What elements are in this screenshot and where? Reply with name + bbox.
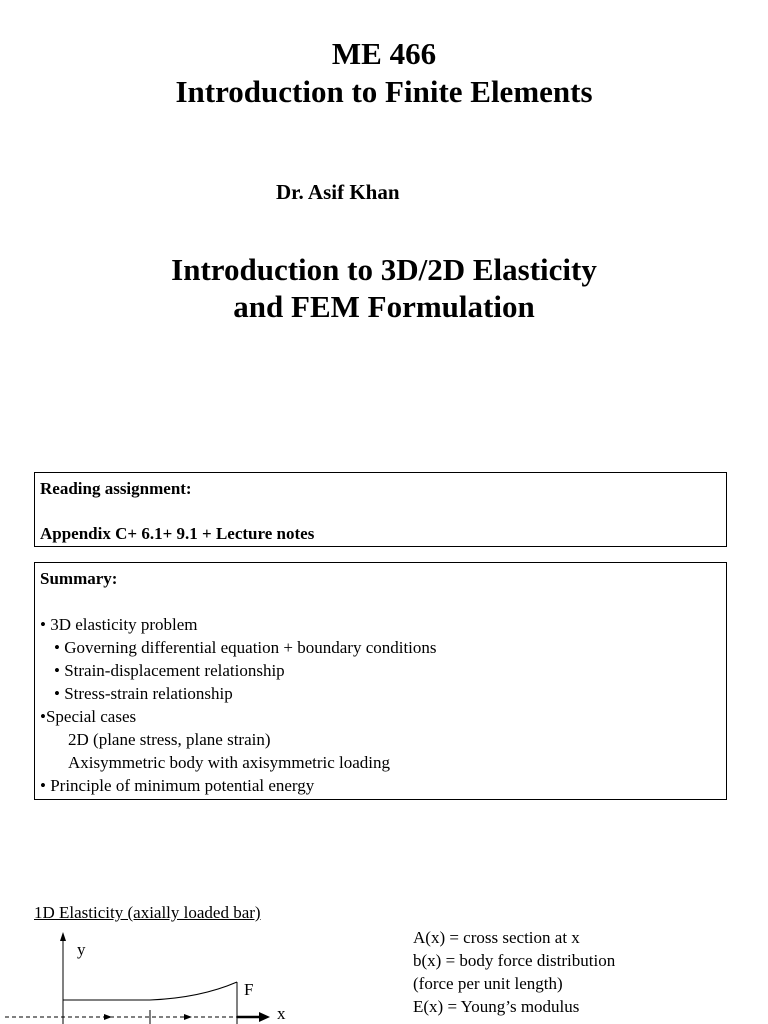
summary-item: • Strain-displacement relationship bbox=[54, 661, 285, 680]
body-force-arrowhead bbox=[104, 1014, 112, 1020]
summary-item: • Governing differential equation + boundary conditions bbox=[54, 638, 437, 657]
body-force-arrowhead bbox=[184, 1014, 192, 1020]
summary-item: 2D (plane stress, plane strain) bbox=[68, 730, 271, 749]
y-axis-label: y bbox=[77, 940, 86, 959]
definition-line: A(x) = cross section at x bbox=[413, 928, 580, 947]
summary-item: • Principle of minimum potential energy bbox=[40, 776, 315, 795]
course-title: Introduction to Finite Elements bbox=[175, 74, 593, 109]
summary-item: •Special cases bbox=[40, 707, 137, 726]
x-axis-label: x bbox=[277, 1004, 286, 1023]
reading-assignment-label: Reading assignment: bbox=[40, 479, 192, 498]
summary-item: • 3D elasticity problem bbox=[40, 615, 198, 634]
force-label: F bbox=[244, 980, 254, 999]
lecture-title-line-2: and FEM Formulation bbox=[233, 289, 535, 324]
reading-assignment-content: Appendix C+ 6.1+ 9.1 + Lecture notes bbox=[40, 524, 315, 543]
force-arrowhead bbox=[259, 1012, 270, 1022]
definition-line: b(x) = body force distribution bbox=[413, 951, 616, 970]
bar-top-edge bbox=[63, 982, 237, 1000]
summary-label: Summary: bbox=[40, 569, 118, 588]
summary-item: • Stress-strain relationship bbox=[54, 684, 233, 703]
definition-line: (force per unit length) bbox=[413, 974, 563, 993]
y-axis-arrowhead bbox=[60, 932, 66, 941]
summary-item: Axisymmetric body with axisymmetric loading bbox=[68, 753, 391, 772]
definition-line: E(x) = Young’s modulus bbox=[413, 997, 580, 1016]
instructor-name: Dr. Asif Khan bbox=[276, 180, 400, 204]
course-code: ME 466 bbox=[331, 36, 437, 71]
bar-section-title: 1D Elasticity (axially loaded bar) bbox=[34, 903, 261, 922]
lecture-title-line-1: Introduction to 3D/2D Elasticity bbox=[171, 252, 597, 287]
